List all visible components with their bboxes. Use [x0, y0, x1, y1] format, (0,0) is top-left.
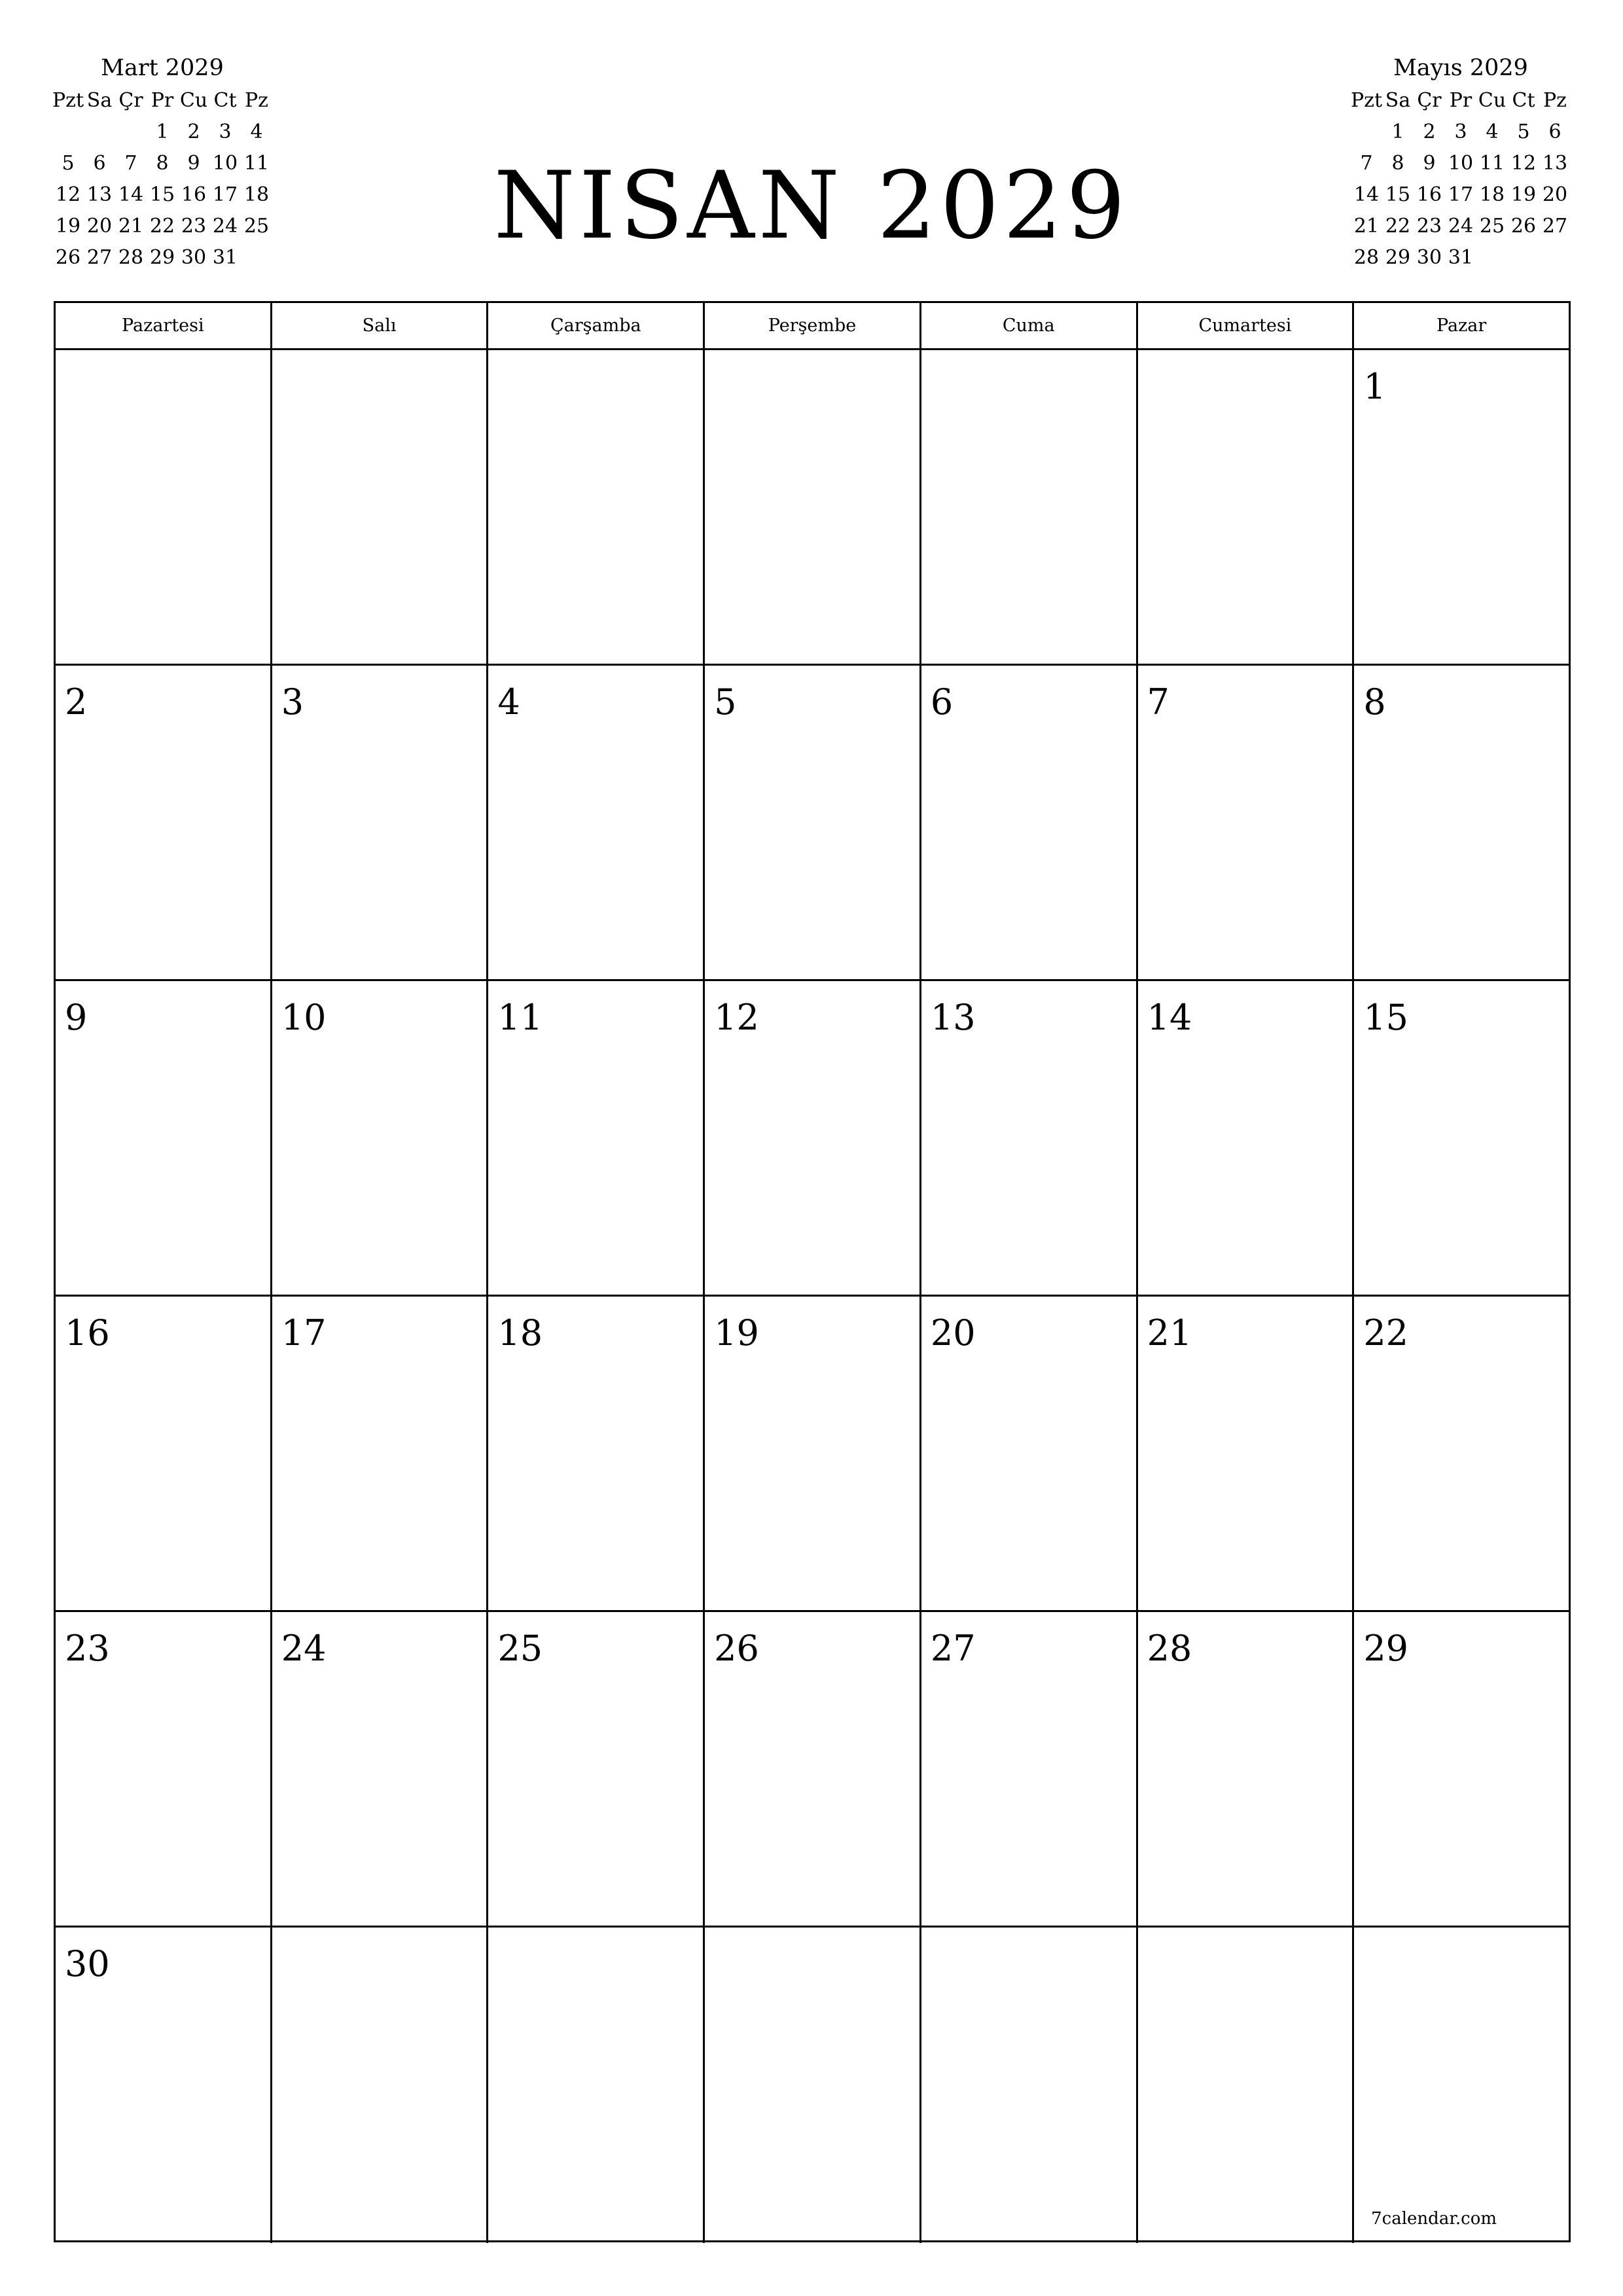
mini-day: 11 — [1479, 152, 1505, 175]
day-cell — [1138, 350, 1355, 664]
day-number: 13 — [930, 997, 976, 1038]
weekday-header: Salı — [272, 303, 489, 348]
mini-day: 16 — [181, 183, 207, 206]
day-number: 20 — [930, 1312, 976, 1354]
mini-day: 29 — [1385, 246, 1411, 269]
mini-day: 3 — [1454, 120, 1467, 143]
mini-day: 15 — [1385, 183, 1411, 206]
day-number: 4 — [497, 681, 520, 723]
mini-day: 22 — [1385, 215, 1411, 238]
mini-day: 4 — [250, 120, 263, 143]
mini-day — [1508, 242, 1539, 274]
day-cell — [1138, 1612, 1355, 1926]
weekday-header-row — [56, 303, 1569, 350]
day-number: 14 — [1147, 997, 1192, 1038]
mini-day — [1539, 242, 1571, 274]
mini-day: 10 — [1448, 152, 1474, 175]
day-cell — [488, 1928, 705, 2243]
week-row — [56, 350, 1569, 666]
mini-day: 20 — [1542, 183, 1568, 206]
day-cell — [488, 350, 705, 664]
mini-day: 20 — [86, 215, 113, 238]
mini-calendar-title: Mayıs 2029 — [1393, 55, 1528, 81]
mini-weekday-label: Cu — [179, 89, 208, 112]
mini-weekday-label: Çr — [1417, 89, 1442, 112]
day-number: 10 — [281, 997, 327, 1038]
day-cell — [1354, 350, 1569, 664]
day-cell — [272, 981, 489, 1295]
mini-day: 24 — [212, 215, 238, 238]
mini-day: 10 — [212, 152, 238, 175]
day-cell — [1138, 1928, 1355, 2243]
week-row — [56, 1612, 1569, 1928]
mini-weekday-label: Cu — [1478, 89, 1507, 112]
weeks-container — [56, 350, 1569, 2243]
day-number: 12 — [714, 997, 759, 1038]
day-cell — [705, 1928, 921, 2243]
mini-calendar-next-month — [1351, 51, 1571, 274]
day-cell — [921, 666, 1138, 979]
mini-day: 9 — [1423, 152, 1436, 175]
weekday-header: Çarşamba — [488, 303, 705, 348]
day-number: 11 — [497, 997, 543, 1038]
day-number: 28 — [1147, 1628, 1192, 1669]
mini-day: 12 — [1510, 152, 1537, 175]
day-cell — [1354, 1928, 1569, 2243]
weekday-header: Cumartesi — [1138, 303, 1355, 348]
day-number: 6 — [930, 681, 954, 723]
day-cell — [921, 350, 1138, 664]
day-number: 16 — [65, 1312, 110, 1354]
mini-day: 21 — [1353, 215, 1380, 238]
mini-day — [1351, 117, 1382, 148]
day-number: 27 — [930, 1628, 976, 1669]
mini-day: 13 — [86, 183, 113, 206]
mini-weekday-label: Çr — [118, 89, 143, 112]
day-cell — [1354, 1297, 1569, 1610]
mini-day: 5 — [62, 152, 75, 175]
mini-day: 19 — [55, 215, 81, 238]
day-number: 25 — [497, 1628, 543, 1669]
mini-day: 22 — [149, 215, 175, 238]
day-cell — [272, 1612, 489, 1926]
day-number: 24 — [281, 1628, 327, 1669]
day-number: 18 — [497, 1312, 543, 1354]
mini-weekday-label: Pzt — [52, 89, 84, 112]
mini-day: 25 — [243, 215, 270, 238]
mini-day: 14 — [1353, 183, 1380, 206]
mini-day: 27 — [86, 246, 113, 269]
mini-day: 16 — [1416, 183, 1442, 206]
day-cell — [1138, 981, 1355, 1295]
mini-day: 7 — [1360, 152, 1373, 175]
day-number: 26 — [714, 1628, 759, 1669]
day-cell — [272, 350, 489, 664]
weekday-header: Pazar — [1436, 315, 1487, 336]
week-row — [56, 981, 1569, 1297]
mini-day: 1 — [156, 120, 169, 143]
mini-day: 13 — [1542, 152, 1568, 175]
month-grid — [54, 301, 1571, 2242]
mini-day: 6 — [1548, 120, 1561, 143]
mini-day: 7 — [124, 152, 137, 175]
mini-day: 27 — [1542, 215, 1568, 238]
mini-day: 8 — [156, 152, 169, 175]
day-cell — [705, 666, 921, 979]
day-number: 17 — [281, 1312, 327, 1354]
mini-day: 6 — [93, 152, 106, 175]
week-row — [56, 666, 1569, 981]
day-number: 29 — [1363, 1628, 1409, 1669]
day-number: 5 — [714, 681, 737, 723]
mini-day: 26 — [55, 246, 81, 269]
mini-day: 18 — [1479, 183, 1505, 206]
mini-calendar-grid — [1351, 85, 1571, 274]
mini-weekday-label: Ct — [1512, 89, 1535, 112]
weekday-header: Cuma — [921, 303, 1138, 348]
day-cell — [488, 666, 705, 979]
mini-day: 23 — [181, 215, 207, 238]
day-cell — [1138, 666, 1355, 979]
day-number: 3 — [281, 681, 304, 723]
mini-day: 11 — [243, 152, 270, 175]
day-cell — [272, 1928, 489, 2243]
mini-day: 23 — [1416, 215, 1442, 238]
day-cell — [56, 981, 272, 1295]
mini-day: 1 — [1391, 120, 1404, 143]
mini-day: 2 — [1423, 120, 1436, 143]
day-number: 8 — [1363, 681, 1386, 723]
mini-day: 17 — [1448, 183, 1474, 206]
mini-day — [1476, 242, 1508, 274]
weekday-header: Pazartesi — [56, 303, 272, 348]
mini-day: 14 — [118, 183, 144, 206]
mini-day — [52, 117, 84, 148]
mini-day: 24 — [1448, 215, 1474, 238]
day-cell — [56, 1612, 272, 1926]
mini-day: 9 — [187, 152, 200, 175]
mini-day: 31 — [212, 246, 238, 269]
day-number: 22 — [1363, 1312, 1409, 1354]
day-cell — [705, 981, 921, 1295]
day-cell — [921, 981, 1138, 1295]
mini-day: 25 — [1479, 215, 1505, 238]
day-cell — [488, 1612, 705, 1926]
day-cell — [1138, 1297, 1355, 1610]
mini-day: 29 — [149, 246, 175, 269]
day-cell — [921, 1612, 1138, 1926]
mini-day: 28 — [1353, 246, 1380, 269]
mini-day: 12 — [55, 183, 81, 206]
day-number: 19 — [714, 1312, 759, 1354]
day-cell — [1354, 1612, 1569, 1926]
mini-day — [84, 117, 115, 148]
day-cell — [272, 1297, 489, 1610]
mini-day: 19 — [1510, 183, 1537, 206]
page-title: NISAN 2029 — [493, 152, 1130, 260]
week-row — [56, 1297, 1569, 1612]
weekday-header: Perşembe — [705, 303, 921, 348]
mini-weekday-label: Pr — [151, 89, 174, 112]
day-number: 21 — [1147, 1312, 1192, 1354]
day-cell — [56, 1928, 272, 2243]
mini-day: 3 — [219, 120, 232, 143]
day-number: 2 — [65, 681, 88, 723]
mini-weekday-label: Sa — [1385, 89, 1411, 112]
mini-day: 8 — [1391, 152, 1404, 175]
day-cell — [56, 666, 272, 979]
mini-day: 2 — [187, 120, 200, 143]
mini-weekday-label: Pz — [245, 89, 268, 112]
mini-day: 31 — [1448, 246, 1474, 269]
mini-day: 26 — [1510, 215, 1537, 238]
mini-day — [115, 117, 147, 148]
week-row — [56, 1928, 1569, 2243]
mini-weekday-label: Pz — [1543, 89, 1567, 112]
day-number: 15 — [1363, 997, 1409, 1038]
day-cell — [1354, 981, 1569, 1295]
mini-day: 4 — [1486, 120, 1499, 143]
mini-day: 17 — [212, 183, 238, 206]
day-number: 30 — [65, 1943, 110, 1984]
mini-day: 21 — [118, 215, 144, 238]
day-number: 23 — [65, 1628, 110, 1669]
mini-day: 28 — [118, 246, 144, 269]
day-cell — [56, 350, 272, 664]
mini-weekday-label: Ct — [213, 89, 237, 112]
day-cell — [705, 1297, 921, 1610]
day-cell — [921, 1928, 1138, 2243]
footer-brand: 7calendar.com — [1371, 2209, 1497, 2229]
day-cell — [488, 1297, 705, 1610]
day-number: 7 — [1147, 681, 1169, 723]
mini-weekday-label: Pzt — [1351, 89, 1383, 112]
mini-day: 30 — [1416, 246, 1442, 269]
mini-day: 15 — [149, 183, 175, 206]
day-cell — [1354, 666, 1569, 979]
day-number: 1 — [1363, 366, 1386, 407]
day-cell — [705, 1612, 921, 1926]
day-number: 9 — [65, 997, 88, 1038]
mini-day: 18 — [243, 183, 270, 206]
day-cell — [56, 1297, 272, 1610]
mini-day: 5 — [1517, 120, 1530, 143]
day-cell — [488, 981, 705, 1295]
day-cell — [921, 1297, 1138, 1610]
day-cell — [272, 666, 489, 979]
mini-weekday-label: Pr — [1449, 89, 1472, 112]
mini-calendar-title: Mart 2029 — [101, 55, 224, 81]
mini-weekday-label: Sa — [86, 89, 113, 112]
mini-day: 30 — [181, 246, 207, 269]
day-cell — [705, 350, 921, 664]
